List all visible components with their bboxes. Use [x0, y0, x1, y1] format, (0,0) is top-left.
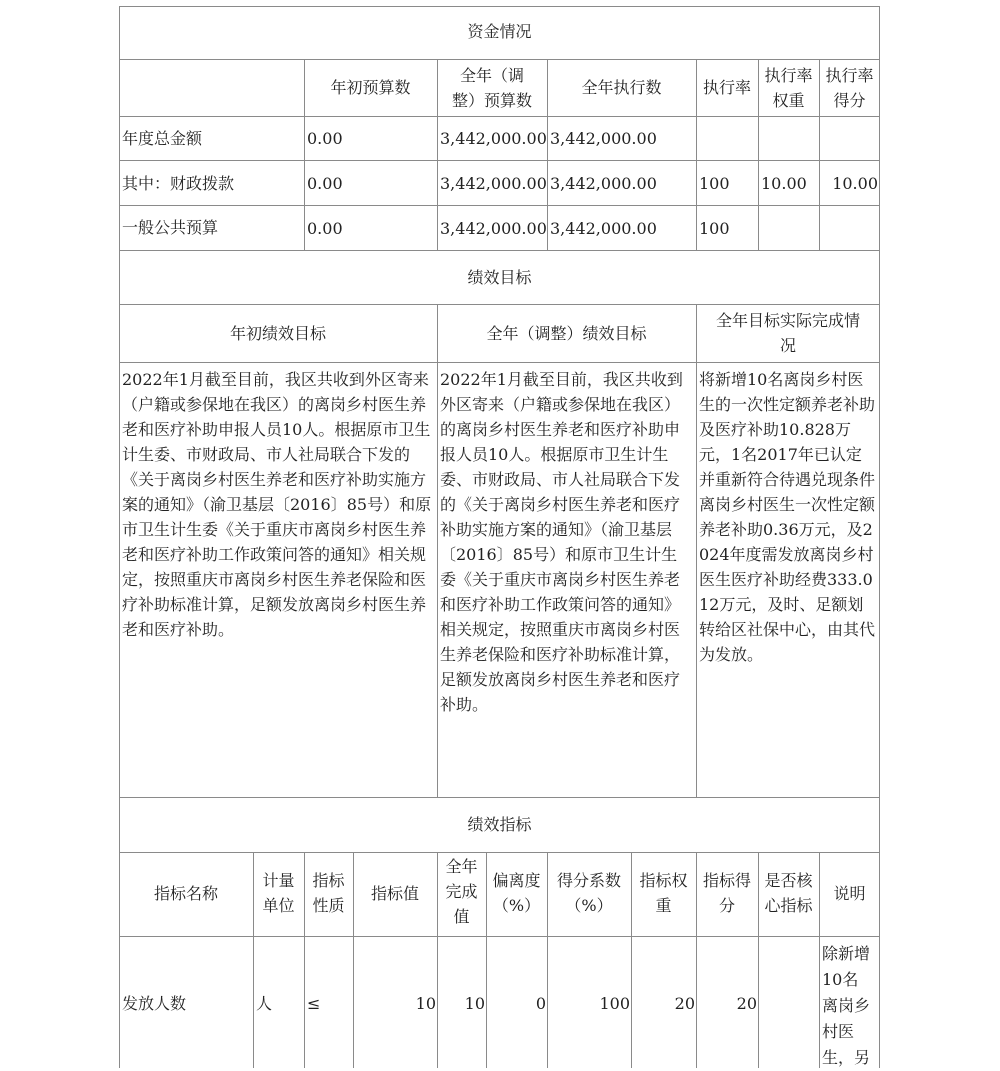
funds-row-adjusted: 3,442,000.00 — [440, 129, 547, 148]
indicator-value: 10 — [415, 994, 436, 1013]
row-divider — [119, 362, 880, 363]
header-rate-weight-line2: 权重 — [772, 91, 805, 110]
indicator-coefficient: 100 — [599, 994, 630, 1013]
header-actual-completion-line1: 全年目标实际完成情 — [715, 311, 860, 330]
header-completed-line3: 值 — [453, 907, 470, 926]
header-nature-line2: 性质 — [312, 896, 345, 915]
header-unit-line2: 单位 — [262, 896, 295, 915]
header-score-line1: 指标得 — [702, 871, 751, 890]
header-coefficient-line1: 得分系数 — [556, 871, 621, 890]
funds-row-label: 年度总金额 — [122, 129, 203, 148]
header-completed-line2: 完成 — [445, 882, 478, 901]
header-initial-budget: 年初预算数 — [330, 78, 411, 97]
header-core-line1: 是否核 — [764, 871, 813, 890]
col-divider — [437, 59, 438, 250]
row-divider — [119, 852, 880, 853]
funds-row-weight: 10.00 — [761, 174, 807, 193]
indicator-note-line: 离岗乡 — [822, 996, 871, 1015]
header-rate-score-line2: 得分 — [833, 91, 866, 110]
header-indicator-value: 指标值 — [370, 884, 419, 903]
header-coefficient-line2: （%） — [565, 896, 613, 915]
actual-completion-text: 将新增10名离岗乡村医生的一次性定额养老补助及医疗补助10.828万元，1名2017年已认定并重新符合待遇兑现条件离岗乡村医生一次性定额养老补助0.36万元，及2024年度需发放离岗乡村医生医疗补助经费333.012万元，及时、足额划转给区社保中心，由其代为发放。 — [699, 370, 876, 664]
funds-row-rate: 100 — [699, 219, 730, 238]
indicator-score: 20 — [736, 994, 757, 1013]
header-adjusted-goal: 全年（调整）绩效目标 — [486, 324, 647, 343]
header-deviation-line1: 偏离度 — [492, 871, 541, 890]
header-execution-rate: 执行率 — [702, 78, 751, 97]
funds-row-rate: 100 — [699, 174, 730, 193]
funds-row-initial: 0.00 — [307, 129, 343, 148]
indicator-name: 发放人数 — [122, 994, 187, 1013]
funds-row-adjusted: 3,442,000.00 — [440, 219, 547, 238]
row-divider — [119, 116, 880, 117]
indicator-note-line: 村医 — [822, 1022, 855, 1041]
header-actual-completion-line2: 况 — [779, 336, 796, 355]
col-divider — [819, 59, 820, 250]
row-divider — [119, 250, 880, 251]
col-divider — [758, 59, 759, 250]
funds-row-executed: 3,442,000.00 — [550, 129, 657, 148]
indicators-section-title: 绩效指标 — [467, 815, 532, 834]
funds-row-adjusted: 3,442,000.00 — [440, 174, 547, 193]
funds-row-score: 10.00 — [832, 174, 878, 193]
indicator-deviation: 0 — [535, 994, 546, 1013]
table-border-top — [119, 6, 880, 7]
row-divider — [119, 304, 880, 305]
funds-row-label: 其中：财政拨款 — [122, 174, 235, 193]
indicator-note-line: 生，另 — [822, 1048, 871, 1067]
header-weight-line2: 重 — [655, 896, 672, 915]
header-adjusted-budget-line2: 整）预算数 — [451, 91, 532, 110]
funds-row-initial: 0.00 — [307, 174, 343, 193]
header-core-line2: 心指标 — [764, 896, 813, 915]
goals-section-title: 绩效目标 — [467, 268, 532, 287]
header-rate-score-line1: 执行率 — [825, 66, 874, 85]
header-unit-line1: 计量 — [262, 871, 295, 890]
indicator-nature: ≤ — [307, 994, 321, 1013]
header-weight-line1: 指标权 — [639, 871, 688, 890]
indicator-unit: 人 — [256, 994, 273, 1013]
header-initial-goal: 年初绩效目标 — [229, 324, 326, 343]
table-border-left — [119, 6, 120, 1068]
row-divider — [119, 160, 880, 161]
col-divider — [696, 304, 697, 797]
header-note: 说明 — [833, 884, 866, 903]
header-completed-line1: 全年 — [445, 857, 478, 876]
col-divider — [437, 304, 438, 797]
header-annual-execution: 全年执行数 — [581, 78, 662, 97]
row-divider — [119, 936, 880, 937]
adjusted-goal-text: 2022年1月截至目前，我区共收到外区寄来（户籍或参保地在我区）的离岗乡村医生养老和医疗补助申报人员10人。根据原市卫生计生委、市财政局、市人社局联合下发的《关于离岗乡村医生养老和医疗补助实施方案的通知》（渝卫基层〔2016〕85号）和原市卫生计生委《关于重庆市离岗乡村医生养老和医疗补助工作政策问答的通知》相关规定，按照重庆市离岗乡村医生养老保险和医疗补助标准计算，足额发放离岗乡村医生养老和医疗补助。 — [440, 370, 683, 714]
header-adjusted-budget-line1: 全年（调 — [459, 66, 524, 85]
funds-row-initial: 0.00 — [307, 219, 343, 238]
row-divider — [119, 59, 880, 60]
indicator-completed: 10 — [464, 994, 485, 1013]
header-score-line2: 分 — [718, 896, 735, 915]
funds-row-executed: 3,442,000.00 — [550, 174, 657, 193]
header-deviation-line2: （%） — [492, 896, 541, 915]
header-nature-line1: 指标 — [312, 871, 345, 890]
indicator-weight: 20 — [674, 994, 695, 1013]
funds-row-executed: 3,442,000.00 — [550, 219, 657, 238]
funds-row-label: 一般公共预算 — [122, 218, 219, 237]
header-indicator-name: 指标名称 — [153, 884, 218, 903]
row-divider — [119, 797, 880, 798]
table-border-right — [879, 6, 880, 1068]
initial-goal-text: 2022年1月截至目前，我区共收到外区寄来（户籍或参保地在我区）的离岗乡村医生养老和医疗补助申报人员10人。根据原市卫生计生委、市财政局、市人社局联合下发的《关于离岗乡村医生养老和医疗补助实施方案的通知》（渝卫基层〔2016〕85号）和原市卫生计生委《关于重庆市离岗乡村医生养老和医疗补助工作政策问答的通知》相关规定，按照重庆市离岗乡村医生养老保险和医疗补助标准计算，足额发放离岗乡村医生养老和医疗补助。 — [122, 370, 432, 639]
row-divider — [119, 205, 880, 206]
indicator-note-line: 10名 — [822, 970, 859, 989]
funds-section-title: 资金情况 — [467, 22, 532, 41]
indicator-note-line: 除新增 — [822, 944, 871, 963]
header-rate-weight-line1: 执行率 — [764, 66, 813, 85]
